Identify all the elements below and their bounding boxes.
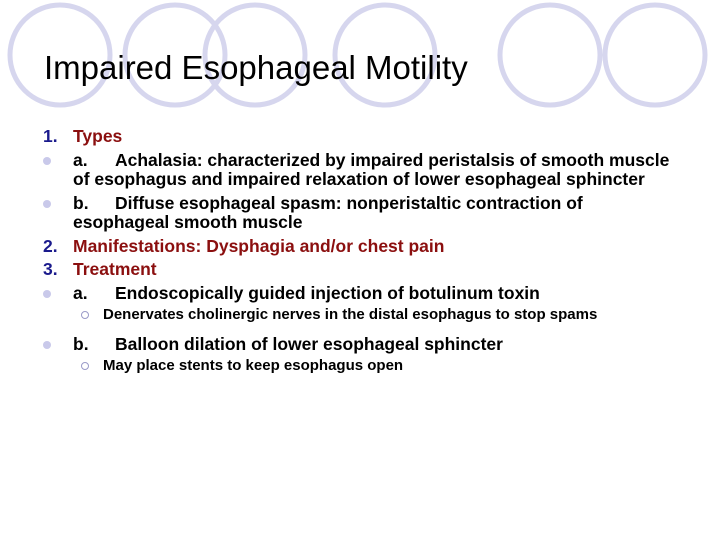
list-item (40, 194, 680, 233)
item-lead: b. (73, 333, 89, 354)
bullet-dot-icon (43, 157, 51, 165)
bullet-dot-icon (43, 290, 51, 298)
slide-body (40, 127, 680, 386)
item-text (73, 284, 680, 304)
item-text (73, 335, 680, 355)
item-text (73, 151, 680, 190)
item-number: 3. (43, 259, 58, 279)
item-text: Manifestations: Dysphagia and/or chest pain (73, 235, 445, 256)
list-item (40, 260, 680, 280)
sub-item-text: Denervates cholinergic nerves in the distal esophagus to stop spams (103, 306, 598, 323)
deco-ring (605, 5, 705, 105)
item-lead: b. (73, 192, 89, 213)
bullet-ring-icon (81, 362, 89, 370)
item-number: 1. (43, 126, 58, 146)
list-item (40, 284, 680, 304)
item-number: 2. (43, 235, 58, 256)
list-item (40, 127, 680, 147)
item-body: Balloon dilation of lower esophageal sphincter (115, 333, 503, 354)
item-lead: a. (73, 149, 88, 170)
sub-list-item (40, 307, 680, 323)
list-item (40, 151, 680, 190)
bullet-ring-icon (81, 311, 89, 319)
item-lead: a. (73, 282, 88, 303)
item-body: Diffuse esophageal spasm: nonperistaltic contraction of esophageal smooth muscle (73, 192, 583, 232)
list-item (40, 335, 680, 355)
item-body: Endoscopically guided injection of botulinum toxin (115, 282, 540, 303)
sub-list-item (40, 358, 680, 374)
sub-item-text: May place stents to keep esophagus open (103, 357, 404, 374)
list-item (40, 237, 680, 257)
bullet-dot-icon (43, 341, 51, 349)
item-text: Treatment (73, 259, 157, 279)
item-text: Types (73, 126, 123, 146)
item-body: Achalasia: characterized by impaired peristalsis of smooth muscle of esophagus and impaired relaxation of lower esophageal sphincter (73, 149, 670, 189)
deco-ring (500, 5, 600, 105)
bullet-dot-icon (43, 200, 51, 208)
item-text (73, 194, 680, 233)
slide-title: Impaired Esophageal Motility (44, 49, 468, 86)
